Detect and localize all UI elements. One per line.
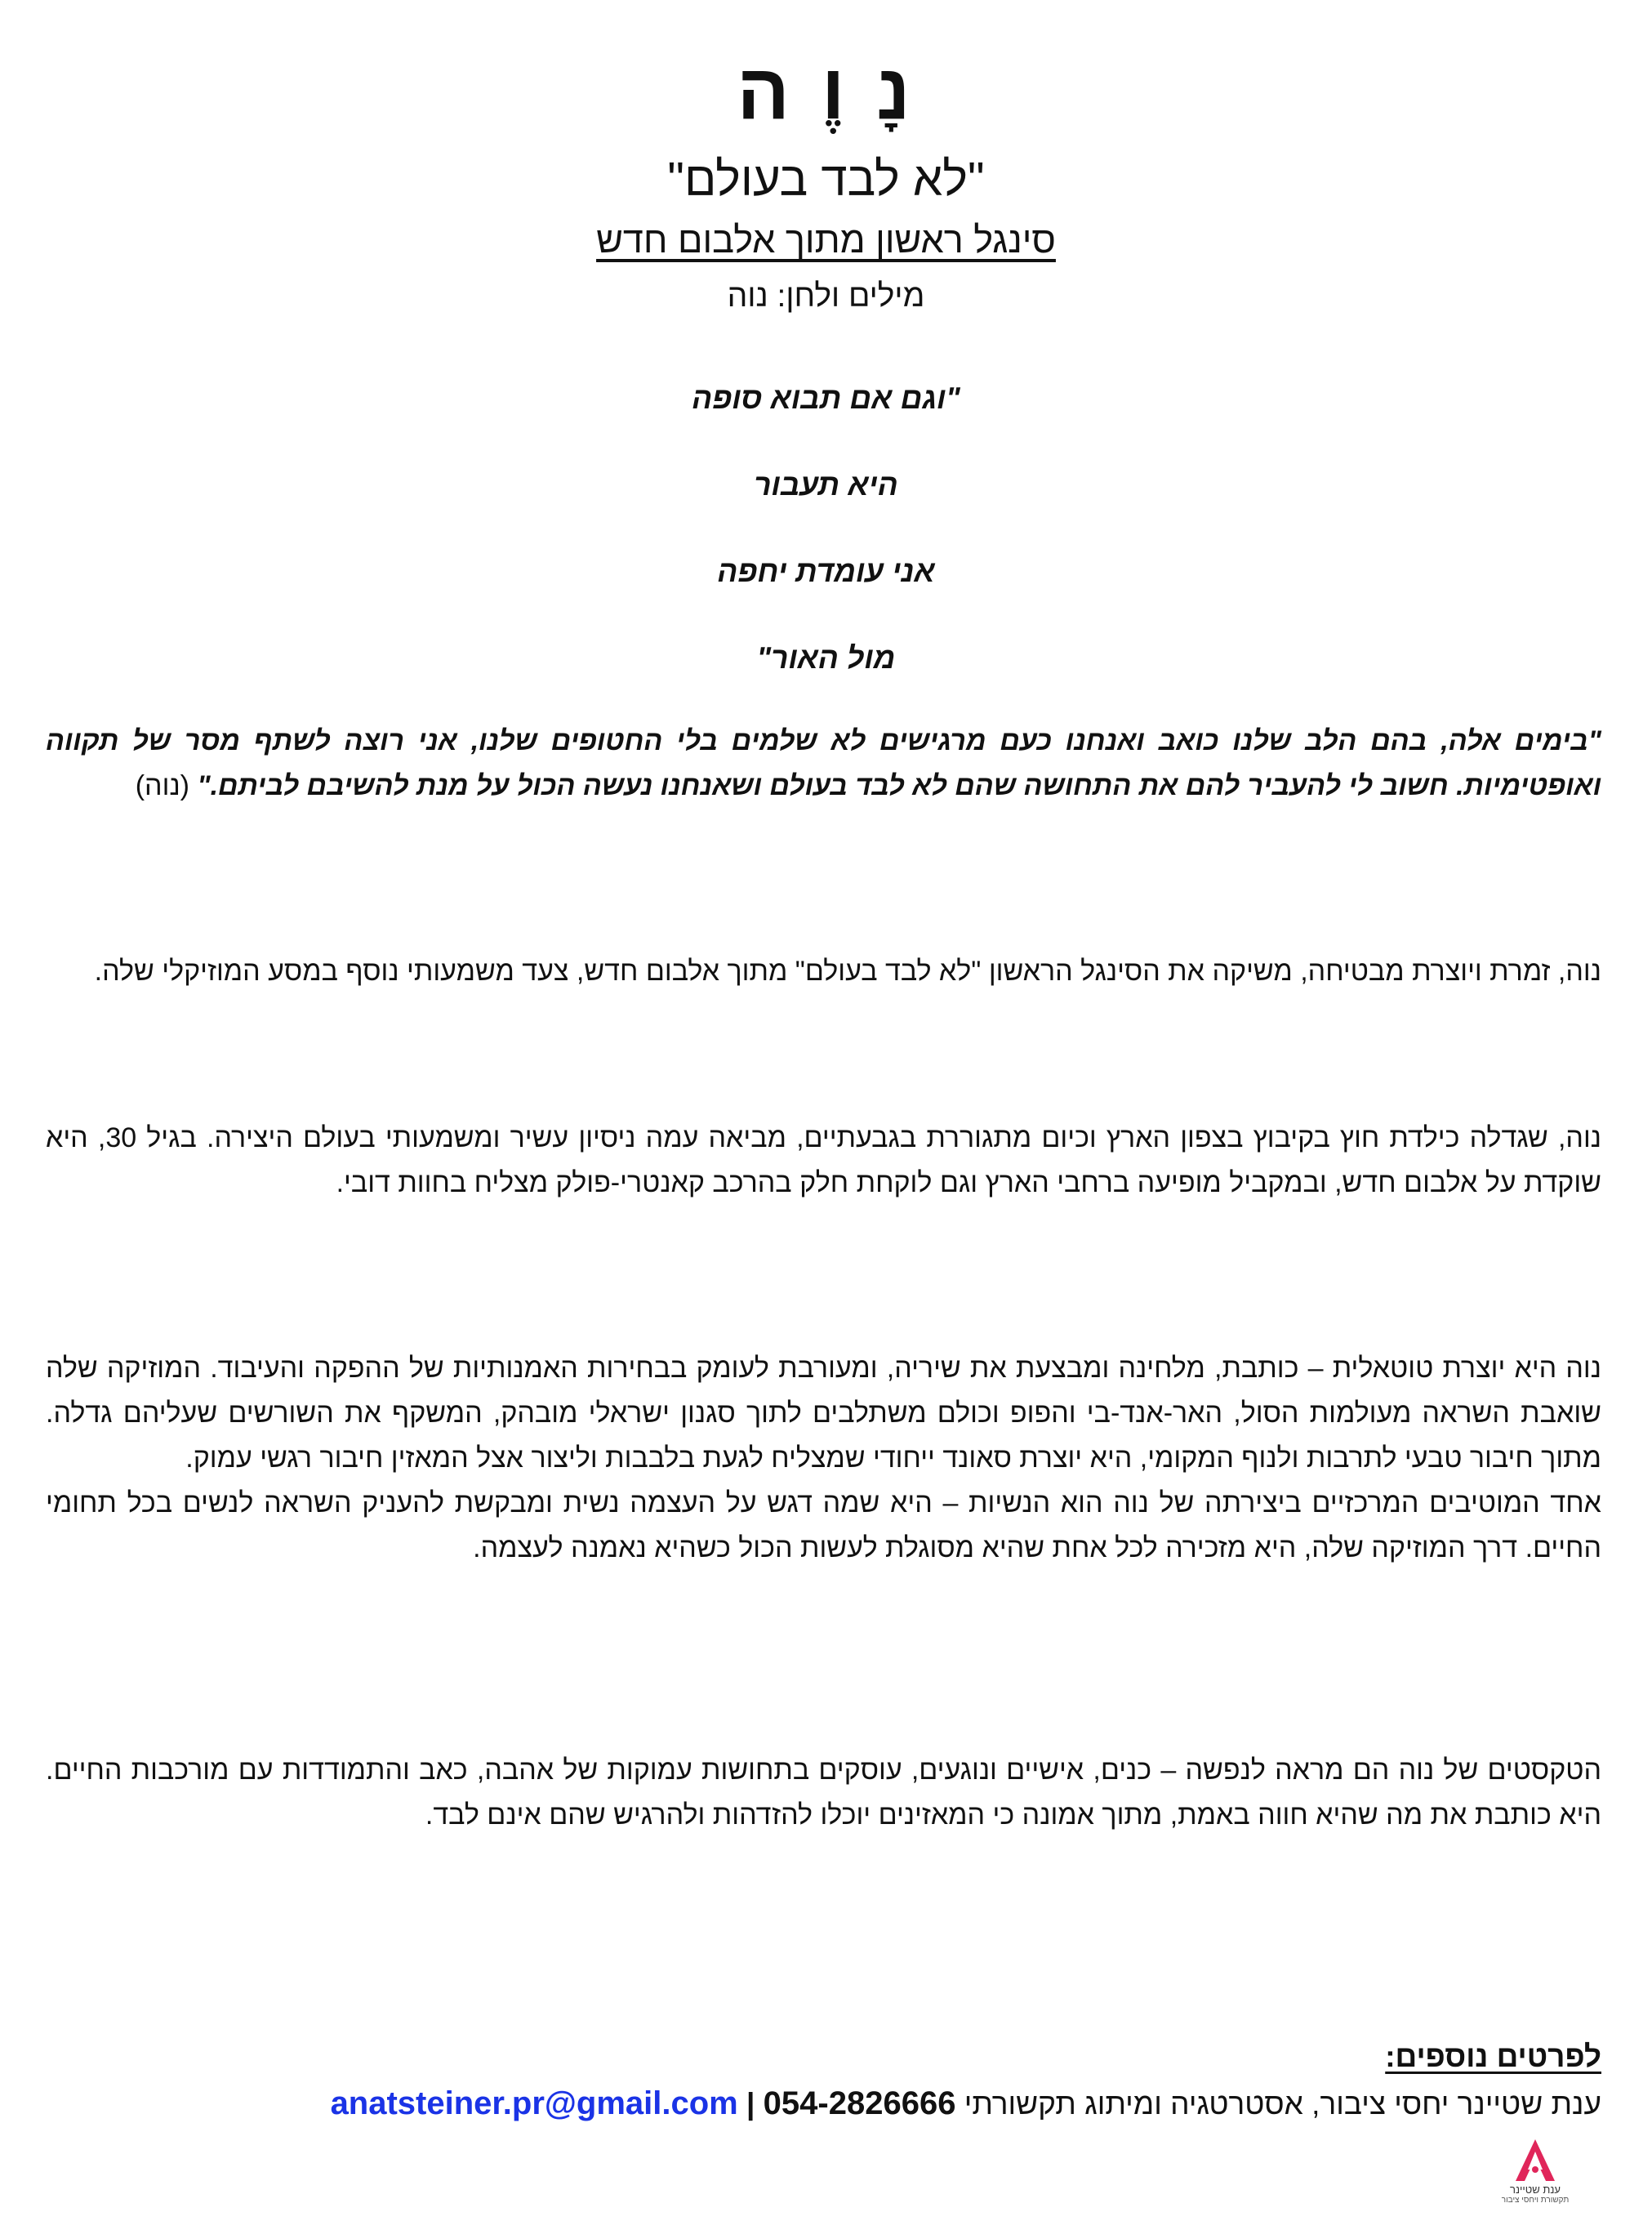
paragraph: נוה, זמרת ויוצרת מבטיחה, משיקה את הסינגל הראשון "לא לבד בעולם" מתוך אלבום חדש, צעד משמעותי נוסף במסע המוזיקלי שלה. xyxy=(94,956,1601,987)
phone-number: 054-2826666 xyxy=(763,2085,956,2121)
agency-logo xyxy=(1498,2137,1572,2215)
quote-text: "בימים אלה, בהם הלב שלנו כואב ואנחנו כעם מרגישים לא שלמים בלי החטופים שלנו, אני רוצה לשתף מסר של תקווה ואופטימיות. חשוב לי להעביר להם את התחושה שהם לא לבד בעולם ושאנחנו נעשה הכול על מנת להשיבם לביתם." xyxy=(46,725,1601,801)
lyric-line: אני עומדת יחפה xyxy=(717,555,935,588)
lyric-line: היא תעבור xyxy=(754,468,898,502)
artist-quote xyxy=(46,719,1601,809)
contact-separator: | xyxy=(746,2087,755,2121)
artist-name: נָ וֶ ה xyxy=(737,48,915,136)
logo-name: ענת שטיינר xyxy=(1510,2183,1561,2196)
email-link[interactable]: anatsteiner.pr@gmail.com xyxy=(330,2085,738,2121)
more-details-label: לפרטים נוספים: xyxy=(1385,2040,1601,2073)
single-subtitle: סינגל ראשון מתוך אלבום חדש xyxy=(596,219,1056,261)
contact-line xyxy=(331,2081,1601,2126)
song-title: "לא לבד בעולם" xyxy=(667,153,985,206)
paragraph: נוה היא יוצרת טוטאלית – כותבת, מלחינה ומבצעת את שיריה, ומעורבת לעומק בבחירות האמנותיות של ההפקה והעיבוד. המוזיקה שלה שואבת השראה מעולמות הסול, האר-אנד-בי והפופ וכולם משתלבים לתוך סגנון ישראלי מובהק, המשקף את השורשים שעליהם גדלה. מתוך חיבור טבעי לתרבות ולנוף המקומי, היא יוצרת סאונד ייחודי שמצליח לגעת בלבבות וליצור אצל המאזין חיבור רגשי עמוק. אחד המוטיבים המרכזיים ביצירתה של נוה הוא הנשיות – היא שמה דגש על העצמה נשית ומבקשת להעניק השראה לנשים בכל תחומי החיים. דרך המוזיקה שלה, היא מזכירה לכל אחת שהיא מסוגלת לעשות הכול כשהיא נאמנה לעצמה. xyxy=(46,1353,1601,1563)
logo-subtitle: תקשורת ויחסי ציבור xyxy=(1501,2196,1570,2205)
logo-mark-icon xyxy=(1511,2137,1560,2184)
credits-line: מילים ולחן: נוה xyxy=(727,279,925,314)
paragraph: נוה, שגדלה כילדת חוץ בקיבוץ בצפון הארץ וכיום מתגוררת בגבעתיים, מביאה עמה ניסיון עשיר ומשמעותי בעולם היצירה. בגיל 30, היא שוקדת על אלבום חדש, ובמקביל מופיעה ברחבי הארץ וגם לוקחת חלק בהרכב קאנטרי-פולק מצליח בחוות דובי. xyxy=(46,1122,1602,1198)
paragraph: הטקסטים של נוה הם מראה לנפשה – כנים, אישיים ונוגעים, עוסקים בתחושות עמוקות של אהבה, כאב והתמודדות עם מורכבות החיים. היא כותבת את מה שהיא חווה באמת, מתוך אמונה כי המאזינים יוכלו להזדהות ולהרגיש שהם אינם לבד. xyxy=(46,1755,1601,1831)
lyric-line: "וגם אם תבוא סופה xyxy=(692,381,960,415)
lyric-line: מול האור" xyxy=(756,641,896,675)
quote-author: (נוה) xyxy=(135,770,189,801)
contact-text: ענת שטיינר יחסי ציבור, אסטרטגיה ומיתוג תקשורתי xyxy=(964,2087,1601,2121)
